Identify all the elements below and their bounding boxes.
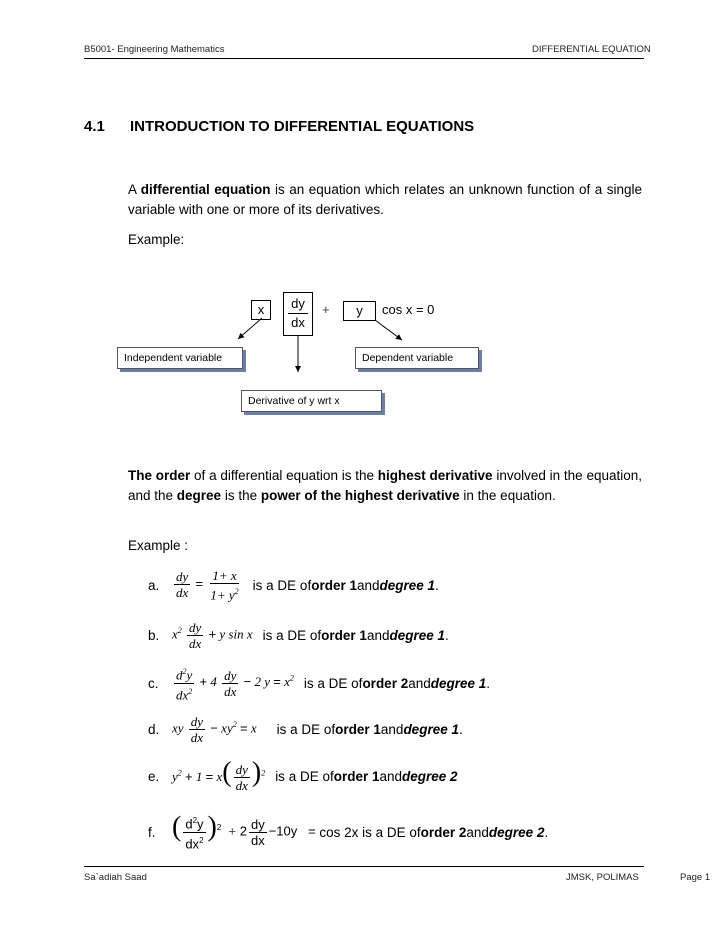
diagram-tail: cos x = 0 [382, 302, 435, 317]
example-label-1: Example: [128, 232, 185, 247]
dependent-variable-box: Dependent variable [355, 347, 479, 369]
diagram-x-box: x [251, 300, 271, 320]
arrow-dependent [375, 320, 402, 340]
diagram-dydx-box [283, 292, 313, 336]
equation-c: $\frac{d^2y}{dx^2}$ + 4 $\frac{dy}{dx}$ − 2 $y = x^2$ [172, 664, 294, 702]
diagram-dx: dx [291, 315, 305, 330]
footer-author: Sa`adiah Saad [84, 872, 147, 883]
example-label-2: Example : [128, 538, 189, 553]
example-f: f. ( $\frac{d^2y}{dx^2}$ )$^2$ + 2 $\frac{dy}{dx}$ −10y = cos 2x is a DE of order 2 and degree 2 . [148, 811, 549, 851]
equation-e: $y^2 + 1 = x$( $\frac{dy}{dx}$ )$^2$ [172, 756, 266, 794]
equation-d: xy $\frac{dy}{dx}$ − $xy^2 = x$ [172, 713, 257, 745]
example-e: e. $y^2 + 1 = x$( $\frac{dy}{dx}$ )$^2$ is a DE of order 1 and degree 2 [148, 756, 458, 794]
derivative-box: Derivative of y wrt x [241, 390, 382, 412]
diagram-plus: + [322, 302, 330, 317]
example-b: b. $x^2$ $\frac{dy}{dx}$ + y sin x is a DE of order 1 and degree 1 . [148, 619, 449, 651]
arrow-independent [238, 318, 262, 339]
header-left: B5001- Engineering Mathematics [84, 44, 225, 55]
order-paragraph: The order of a differential equation is the highest derivative involved in the equation, and the degree is the power of the highest derivative in the equation. [128, 468, 642, 503]
footer-rule [84, 866, 644, 867]
equation-a: $\frac{dy}{dx}$ = $\frac{1+ x}{1+ y^2}$ [176, 567, 239, 603]
footer-institution: JMSK, POLIMAS [566, 872, 639, 883]
equation-f: ( $\frac{d^2y}{dx^2}$ )$^2$ + 2 $\frac{dy}{dx}$ −10y = [172, 811, 320, 851]
section-title: INTRODUCTION TO DIFFERENTIAL EQUATIONS [130, 118, 475, 135]
example-d: d. xy $\frac{dy}{dx}$ − $xy^2 = x$ is a DE of order 1 and degree 1 . [148, 713, 463, 745]
header-right: DIFFERENTIAL EQUATION [532, 44, 651, 55]
example-a: a. $\frac{dy}{dx}$ = $\frac{1+ x}{1+ y^2}$ is a DE of order 1 and degree 1 . [148, 567, 439, 603]
intro-paragraph: A differential equation is an equation which relates an unknown function of a single variable with one or more of its derivatives. [128, 182, 643, 217]
section-number: 4.1 [84, 118, 105, 135]
diagram-y-box: y [343, 301, 376, 321]
independent-variable-box: Independent variable [117, 347, 243, 369]
example-c: c. $\frac{d^2y}{dx^2}$ + 4 $\frac{dy}{dx}$ − 2 $y = x^2$ is a DE of order 2 and degree 1 . [148, 663, 490, 703]
diagram-dy: dy [288, 295, 308, 314]
equation-b: $x^2$ $\frac{dy}{dx}$ + y sin x [172, 619, 253, 651]
page-number: Page 1 [680, 872, 711, 883]
